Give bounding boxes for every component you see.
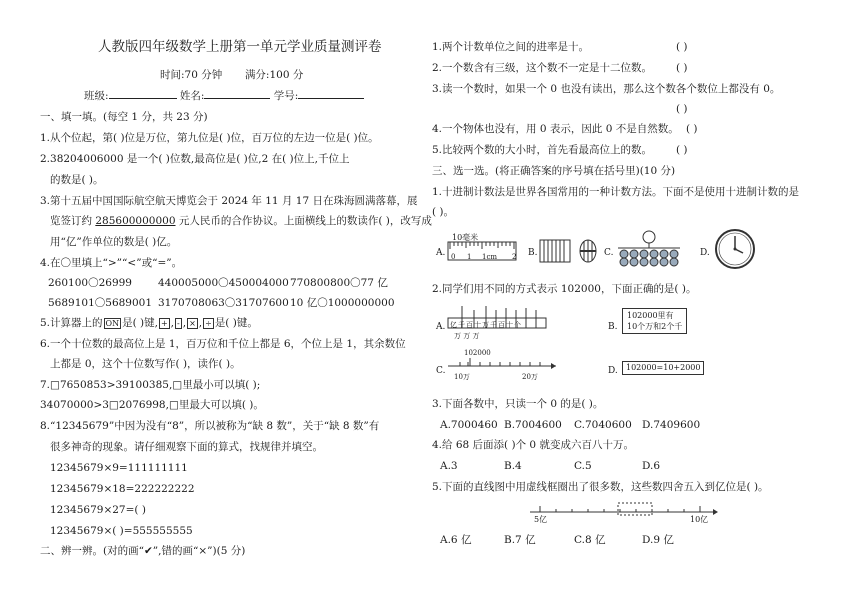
q2-b-text-1: 102000里有 — [627, 311, 674, 320]
times-key: × — [189, 319, 196, 328]
q5-mid: 是( )键, — [122, 317, 158, 329]
q8-equation-3: 12345679×27=( ) — [50, 504, 146, 516]
place-label: 个 — [514, 321, 522, 329]
calculator-on-key: ON — [105, 319, 120, 328]
ruler-top-label: 10毫米 — [452, 233, 479, 242]
q1-option-b-letter: B. — [528, 248, 538, 258]
time-text: 时间:70 分钟 — [160, 69, 223, 81]
q5-line-left-label: 5亿 — [534, 515, 548, 524]
q5-pre: 5.计算器上的 — [40, 317, 103, 329]
q2-option-c-letter: C. — [436, 366, 446, 376]
s3-q2: 2.同学们用不同的方式表示 102000，下面正确的是( )。 — [432, 283, 697, 295]
q2-b-text-2: 10个万和2个千 — [627, 322, 683, 331]
q8-equation-1: 12345679×9=111111111 — [50, 462, 188, 474]
q2-c-top-label: 102000 — [464, 349, 491, 357]
time-label — [160, 68, 303, 82]
divide-key: ÷ — [205, 319, 212, 328]
q4-compare-1-3: 770800800〇77 亿 — [290, 277, 388, 289]
q5-option-d: D.9 亿 — [642, 534, 674, 546]
q4-compare-2-3: 10 亿〇1000000000 — [290, 297, 395, 309]
s2-item-5-paren: ( ) — [676, 144, 688, 156]
q4-option-c: C.5 — [574, 460, 592, 472]
s2-item-3-paren: ( ) — [676, 103, 688, 115]
s3-q4: 4.给 68 后面添( )个 0 就变成六百八十万。 — [432, 439, 634, 451]
q1-option-d-letter: D. — [700, 248, 710, 258]
ruler-tick-2: 2 — [512, 253, 517, 261]
q2-c-right-label: 20万 — [522, 373, 538, 381]
name-field[interactable] — [204, 88, 270, 99]
s3-q1-line2: ( )。 — [432, 206, 455, 218]
q5-line-right-label: 10亿 — [690, 515, 709, 524]
s1-q3-line3: 用“亿”作单位的数是( )亿。 — [50, 236, 178, 248]
class-field[interactable] — [109, 88, 177, 99]
s2-item-3: 3.读一个数时，如果一个 0 也没有读出，那么这个数各个数位上都没有 0。 — [432, 83, 781, 95]
place-label: 百 — [466, 321, 474, 329]
ruler-tick-1: 1 — [467, 253, 472, 261]
s1-q6-line1: 6.一个十位数的最高位上是 1，百万位和千位上都是 6，个位上是 1，其余数位 — [40, 338, 406, 350]
q3-underlined-number: 285600000000 — [95, 215, 176, 227]
q2-a-sub-label: 万 万 万 — [454, 332, 480, 340]
s2-item-4: 4.一个物体也没有，用 0 表示，因此 0 不是自然数。 — [432, 123, 679, 135]
section3-heading: 三、选一选。(将正确答案的序号填在括号里)(10 分) — [432, 165, 676, 177]
place-label: 亿 — [450, 321, 458, 329]
place-label: 十 — [474, 321, 482, 329]
s3-q5: 5.下面的直线图中用虚线框圈出了很多数，这些数四舍五入到亿位是( )。 — [432, 481, 769, 493]
s1-q1: 1.从个位起，第( )位是万位，第九位是( )位，百万位的左边一位是( )位。 — [40, 132, 379, 144]
s1-q8-line2: 很多神奇的现象。请仔细观察下面的算式，找规律并填空。 — [50, 441, 323, 453]
ruler-tick-0: 0 — [451, 253, 456, 261]
name-label: 姓名: — [179, 90, 205, 102]
s1-q2-line1: 2.38204006000 是一个( )位数,最高位是( )位,2 在( )位上,千位上 — [40, 153, 350, 165]
q1-option-c-letter: C. — [604, 248, 614, 258]
s1-q4: 4.在〇里填上“>”“<”或“=”。 — [40, 257, 183, 269]
q4-compare-2-1: 5689101〇5689001 — [48, 297, 153, 309]
q2-c-left-label: 10万 — [454, 373, 470, 381]
s2-item-4-paren: ( ) — [686, 123, 698, 135]
q4-compare-1-2: 440005000〇450004000 — [158, 277, 289, 289]
s3-q1-line1: 1.十进制计数法是世界各国常用的一种计数方法。下面不是使用十进制计数的是 — [432, 186, 800, 198]
class-label: 班级: — [84, 90, 109, 102]
q4-compare-2-2: 3170708063〇31707600 — [158, 297, 289, 309]
minus-key: - — [177, 319, 180, 328]
q3-post: 元人民币的合作协议。上面横线上的数读作( )，改写成 — [175, 215, 432, 227]
q2-d-box: 102000=10+2000 — [622, 361, 704, 375]
q4-option-d: D.6 — [642, 460, 661, 472]
s1-q3-line1: 3.第十五届中国国际航空航天博览会于 2024 年 11 月 17 日在珠海圆满落幕，展 — [40, 195, 418, 207]
q2-option-b-letter: B. — [608, 322, 618, 332]
score-text: 满分:100 分 — [244, 69, 304, 81]
place-label: 千 — [458, 321, 466, 329]
q4-option-b: B.4 — [504, 460, 522, 472]
place-label: 万 — [482, 321, 490, 329]
q5-post: 是( )键。 — [214, 317, 258, 329]
exam-title: 人教版四年级数学上册第一单元学业质量测评卷 — [98, 39, 382, 55]
s1-q3-line2 — [50, 214, 432, 228]
s2-item-1-paren: ( ) — [676, 41, 688, 53]
s1-q8-line1: 8.“12345679”中因为没有“8”，所以被称为“缺 8 数”，关于“缺 8 数”有 — [40, 420, 380, 432]
s1-q6-line2: 上都是 0，这个十位数写作( )，读作( )。 — [50, 358, 241, 370]
section2-heading: 二、辨一辨。(对的画“✔”,错的画“×”)(5 分) — [40, 545, 246, 557]
s3-q3: 3.下面各数中，只读一个 0 的是( )。 — [432, 398, 604, 410]
q1-option-a-letter: A. — [436, 248, 446, 258]
q5-option-a: A.6 亿 — [440, 534, 472, 546]
q2-option-a-letter: A. — [436, 322, 446, 332]
q8-equation-4: 12345679×( )=555555555 — [50, 525, 193, 537]
place-label: 百 — [498, 321, 506, 329]
q3-option-a: A.7000460 — [440, 419, 498, 431]
id-label: 学号: — [273, 90, 299, 102]
q5-option-b: B.7 亿 — [504, 534, 536, 546]
s1-q2-line2: 的数是( )。 — [50, 174, 104, 186]
clock-icon — [714, 228, 756, 270]
place-label: 十 — [506, 321, 514, 329]
s1-q7-line2: 34070000>3□2076998,□里最大可以填( )。 — [40, 399, 264, 411]
q3-option-b: B.7004600 — [504, 419, 562, 431]
counting-sticks-figure — [540, 236, 600, 266]
section1-heading: 一、填一填。(每空 1 分，共 23 分) — [40, 111, 208, 123]
q3-option-d: D.7409600 — [642, 419, 701, 431]
q4-option-a: A.3 — [440, 460, 458, 472]
q3-option-c: C.7040600 — [574, 419, 632, 431]
ruler-tick-1cm: 1cm — [482, 253, 498, 261]
s2-item-5: 5.比较两个数的大小时，首先看最高位上的数。 — [432, 144, 653, 156]
q5-option-c: C.8 亿 — [574, 534, 606, 546]
s2-item-1: 1.两个计数单位之间的进率是十。 — [432, 41, 590, 53]
s2-item-2-paren: ( ) — [676, 62, 688, 74]
q2-b-box — [622, 308, 687, 334]
q3-pre: 览签订约 — [50, 215, 96, 227]
coin-packs-figure — [616, 230, 682, 266]
q4-compare-1-1: 260100〇26999 — [48, 277, 132, 289]
place-label: 千 — [490, 321, 498, 329]
q2-option-d-letter: D. — [608, 366, 618, 376]
s2-item-2: 2.一个数含有三级，这个数不一定是十二位数。 — [432, 62, 653, 74]
s1-q5: 5.计算器上的 ON 是( )键, + , - , × , ÷ 是( )键。 — [40, 317, 258, 329]
student-info-row — [84, 88, 364, 103]
id-field[interactable] — [298, 88, 364, 99]
s1-q7-line1: 7.□7650853>39100385,□里最小可以填( ); — [40, 379, 261, 391]
q8-equation-2: 12345679×18=222222222 — [50, 483, 195, 495]
plus-key: + — [160, 319, 168, 328]
